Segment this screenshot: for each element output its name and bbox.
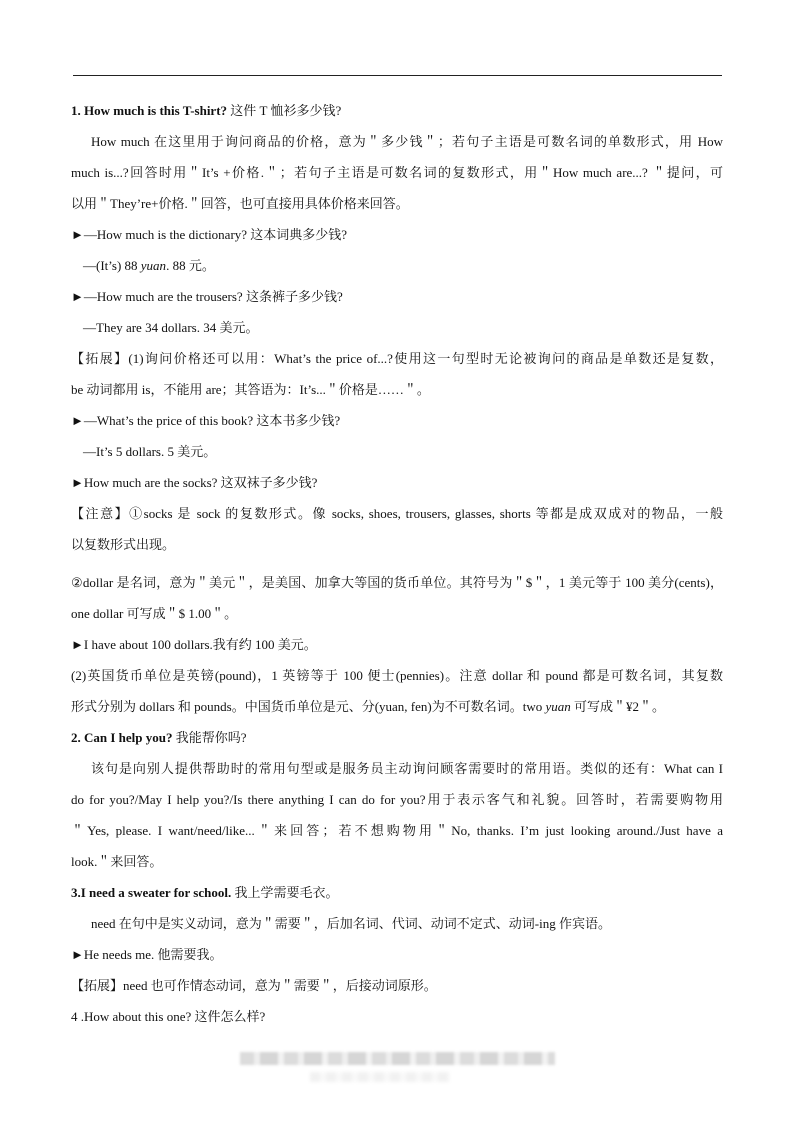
section-title: 3.I need a sweater for school. [71,885,232,900]
paragraph-line: ②dollar 是名词，意为＂美元＂，是美国、加拿大等国的货币单位。其符号为＂$＂，1 美元等于 100 美分(cents)， [71,575,723,590]
section-3-heading [71,881,723,912]
section-2-heading [71,726,723,757]
header-rule [73,75,722,76]
example-line: ►He needs me. 他需要我。 [71,947,223,962]
example-line: ►—How much are the trousers? 这条裤子多少钱? [71,289,343,304]
blurred-footer [240,1052,555,1065]
paragraph-line: How much 在这里用于询问商品的价格，意为＂多少钱＂；若句子主语是可数名词的单数形式，用 How [91,134,723,149]
italic-text: yuan [140,258,167,273]
text-run: . 88 元。 [166,258,215,273]
section-4-heading: 4 .How about this one? 这件怎么样? [71,1009,266,1024]
italic-text: yuan [545,699,571,714]
paragraph-line: 【注意】①socks 是 sock 的复数形式。像 socks, shoes, trousers, glasses, shorts 等都是成双成对的物品，一般 [71,506,723,521]
example-line: ►—What’s the price of this book? 这本书多少钱? [71,413,341,428]
blurred-footer-secondary [310,1072,450,1082]
paragraph-line: 【拓展】(1)询问价格还可以用：What’s the price of...?使用这一句型时无论被询问的商品是单数还是复数， [71,351,723,366]
text-run: 形式分别为 dollars 和 pounds。中国货币单位是元、分(yuan, fen)为不可数名词。two [71,699,546,714]
paragraph-line: 以用＂They’re+价格.＂回答，也可直接用具体价格来回答。 [71,196,409,211]
document-body [71,99,723,1036]
example-line: ►—How much is the dictionary? 这本词典多少钱? [71,227,348,242]
text-run: 可写成＂¥2＂。 [570,699,666,714]
example-answer [71,254,723,285]
section-title: 1. How much is this T-shirt? [71,103,228,118]
example-line: ►I have about 100 dollars.我有约 100 美元。 [71,637,317,652]
section-title-cn: 我上学需要毛衣。 [234,885,339,900]
paragraph-line [71,695,723,726]
paragraph-line: (2)英国货币单位是英镑(pound)，1 英镑等于 100 便士(pennies)。注意 dollar 和 pound 都是可数名词，其复数 [71,668,723,683]
paragraph-line: 【拓展】need 也可作情态动词，意为＂需要＂，后接动词原形。 [71,978,437,993]
paragraph-line: much is...?回答时用＂It’s +价格.＂；若句子主语是可数名词的复数形式，用＂How much are...? ＂提问，可 [71,165,723,180]
paragraph-line: ＂Yes, please. I want/need/like...＂来回答；若不想购物用＂No, thanks. I’m just looking around./Just have a [71,823,723,838]
paragraph-line: do for you?/May I help you?/Is there anything I can do for you?用于表示客气和礼貌。回答时，若需要购物用 [71,792,723,807]
text-run: —(It’s) 88 [83,258,141,273]
example-answer: —It’s 5 dollars. 5 美元。 [83,444,217,459]
section-1-heading [71,99,723,130]
paragraph-line: 以复数形式出现。 [71,537,176,552]
paragraph-line: one dollar 可写成＂$ 1.00＂。 [71,606,238,621]
paragraph-line: be 动词都用 is，不能用 are；其答语为：It’s...＂价格是……＂。 [71,382,430,397]
example-answer: —They are 34 dollars. 34 美元。 [83,320,259,335]
paragraph-line: 该句是向别人提供帮助时的常用句型或是服务员主动询问顾客需要时的常用语。类似的还有：What can I [91,761,723,776]
section-title-cn: 这件 T 恤衫多少钱? [230,103,342,118]
section-title-cn: 我能帮你吗? [175,730,247,745]
example-line: ►How much are the socks? 这双袜子多少钱? [71,475,318,490]
section-title: 2. Can I help you? [71,730,173,745]
paragraph-line: look.＂来回答。 [71,854,163,869]
paragraph-line: need 在句中是实义动词，意为＂需要＂，后加名词、代词、动词不定式、动词-ing 作宾语。 [91,916,611,931]
